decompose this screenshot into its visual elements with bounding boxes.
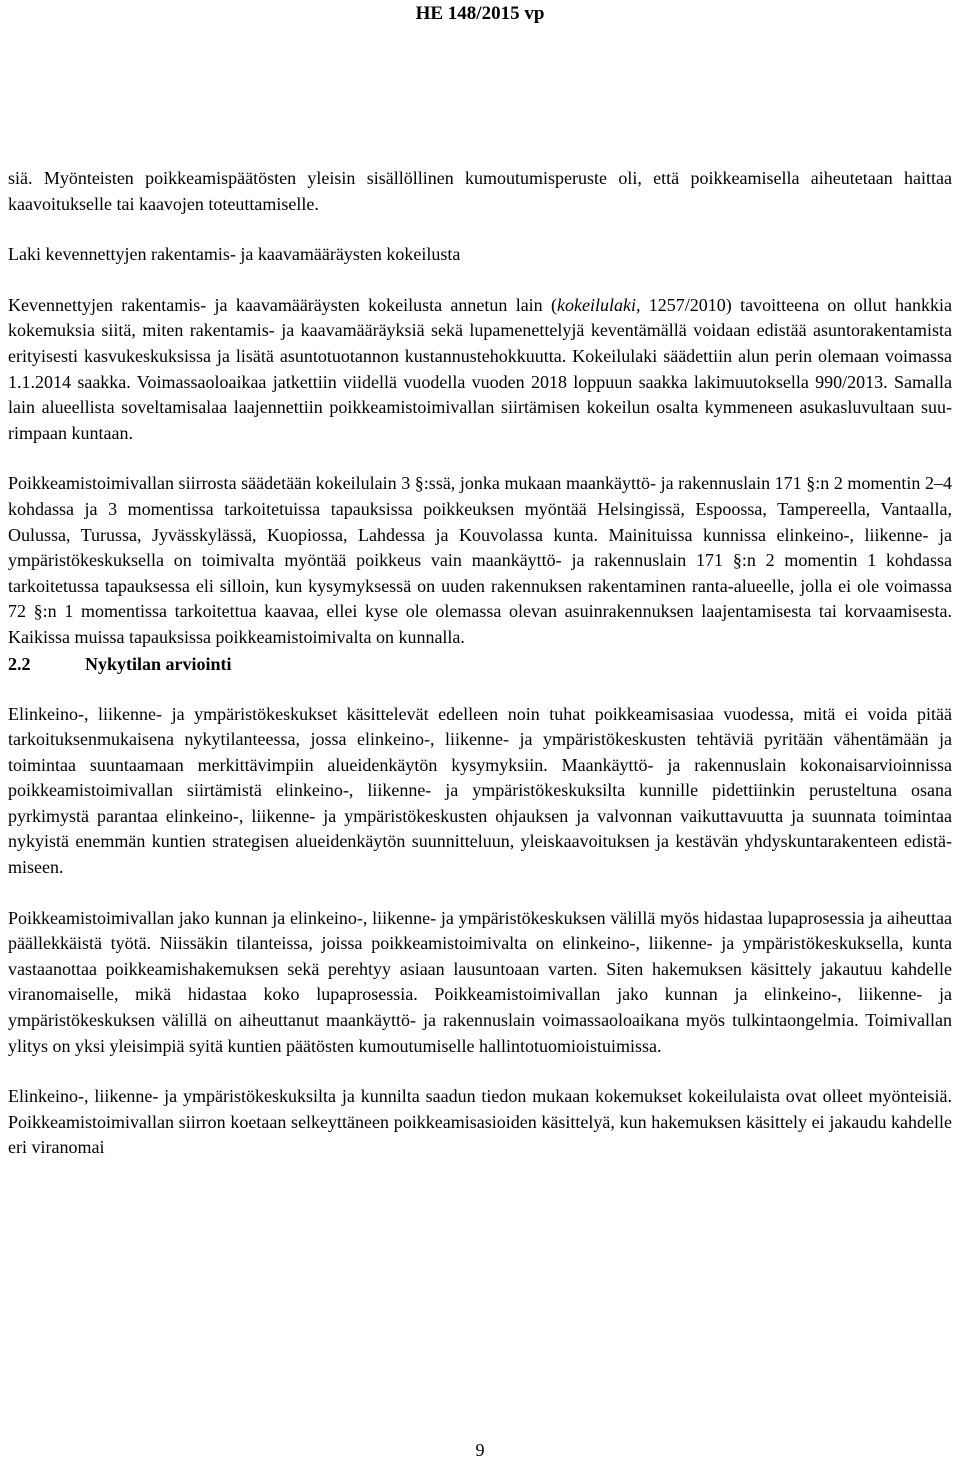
section-title: Nykytilan arviointi (85, 653, 232, 674)
paragraph-kokeilulaki-text-end: 1257/2010) tavoitteena on ollut hankkia kokemuksia siitä, miten rakentamis- ja kaavamääräyksiä sekä lupamenettelyjä keventämällä voidaan edistää asuntorakentamista erityisesti kasvukeskuksissa ja lisätä asuntotuotannon kustannustehokkuutta. Kokeilulaki säädettiin alun perin olemaan voimassa 1.1.2014 saakka. Voimassaoloaikaa jatkettiin viidellä vuodella vuoden 2018 loppuun saakka lakimuutoksella 990/2013. Samalla lain alueellista soveltamisalaa laajennettiin poikkeamistoimivallan siirtämisen kokeilun osalta kymmeneen asukasluvultaan suurimpaan kuntaan. (8, 294, 952, 443)
subheading-kokeilulaki: Laki kevennettyjen rakentamis- ja kaavamääräysten kokeilusta (8, 244, 461, 265)
document-body (8, 166, 952, 1161)
section-number: 2.2 (8, 653, 31, 674)
document-header: HE 148/2015 vp (415, 3, 545, 24)
paragraph-kokeilulaki-text-start: Kevennettyjen rakentamis- ja kaavamääräysten kokeilusta annetun lain ( (8, 294, 557, 315)
paragraph-nykytila-1: Elinkeino-, liikenne- ja ympäristökeskukset käsittelevät edelleen noin tuhat poikkeamisasiaa vuodessa, mitä ei voida pitää tarkoituksenmukaisena nykytilanteessa, jossa elinkeino-, liikenne- ja ympäristökeskusten tehtäviä pyritään vähentämään ja toimintaa suuntaamaan merkittävimpiin alueidenkäytön kysymyksiin. Maankäyttö- ja rakennuslain kokonaisarvioinnissa poikkeamistoimivallan siirtämistä elinkeino-, liikenne- ja ympäristökeskuksilta kunnille pidettiinkin perusteltuna osana pyrkimystä parantaa elinkeino-, liikenne- ja ympäristökeskusten ohjauksen ja valvonnan vaikuttavuutta ja suunnata toimintaa nykyistä enemmän kuntien strategisen alueidenkäytön suunnitteluun, yleiskaavoituksen ja kestävän yhdyskuntarakenteen edistämiseen. (8, 703, 952, 878)
paragraph-nykytila-3: Elinkeino-, liikenne- ja ympäristökeskuksilta ja kunnilta saadun tiedon mukaan kokemukset kokeilulaista ovat olleet myönteisiä. Poikkeamistoimivallan siirron koetaan selkeyttäneen poikkeamisasioiden käsittelyä, kun hakemuksen käsittely ei jakaudu kahdelle eri viranomai (8, 1086, 952, 1158)
page-number: 9 (475, 1440, 485, 1460)
paragraph-kokeilulaki (8, 293, 952, 447)
paragraph-kokeilulaki-italic-term: kokeilulaki, (557, 294, 641, 315)
paragraph-toimivallan-siirto: Poikkeamistoimivallan siirrosta säädetään kokeilulain 3 §:ssä, jonka mukaan maankäyttö- ja rakennuslain 171 §:n 2 momentin 2–4 kohdassa ja 3 momentissa tarkoitetuissa tapauksissa poikkeuksen myöntää Helsingissä, Espoossa, Tampereella, Vantaalla, Oulussa, Turussa, Jyvässkylässä, Kuopiossa, Lahdessa ja Kouvolassa kunta. Mainituissa kunnissa elinkeino-, liikenne- ja ympäristökeskuksella on toimivalta myöntää poikkeus vain maankäyttö- ja rakennuslain 171 §:n 2 momentin 1 kohdassa tarkoitetussa tapauksessa eli silloin, kun kysymyksessä on uuden rakennuksen rakentaminen ranta-alueelle, jolla ei ole voimassa 72 §:n 1 momentissa tarkoitettua kaavaa, ellei kyse ole olemassa olevan asuinrakennuksen laajentamisesta tai korvaamisesta. Kaikissa muissa tapauksissa poikkeamistoimivalta on kunnalla. (8, 473, 952, 647)
paragraph-continuation: siä. Myönteisten poikkeamispäätösten yleisin sisällöllinen kumoutumisperuste oli, että poikkeamisella aiheutetaan haittaa kaavoitukselle tai kaavojen toteuttamiselle. (8, 168, 952, 214)
paragraph-nykytila-2: Poikkeamistoimivallan jako kunnan ja elinkeino-, liikenne- ja ympäristökeskuksen välillä myös hidastaa lupaprosessia ja aiheuttaa päällekkäistä työtä. Niissäkin tilanteissa, joissa poikkeamistoimivalta on elinkeino-, liikenne- ja ympäristökeskuksella, kunta vastaanottaa poikkeamishakemuksen sekä perehtyy asiaan lausuntoaan varten. Siten hakemuksen käsittely jakautuu kahdelle viranomaiselle, mikä hidastaa koko lupaprosessia. Poikkeamistoimivallan jako kunnan ja elinkeino-, liikenne- ja ympäristökeskuksen välillä on aiheuttanut maankäyttö- ja rakennuslain voimassaoloaikana myös tulkintaongelmia. Toimivallan ylitys on yksi yleisimpiä syitä kuntien päätösten kumoutumiselle hallintotuomioistuimissa. (8, 907, 952, 1056)
section-heading (8, 651, 952, 677)
